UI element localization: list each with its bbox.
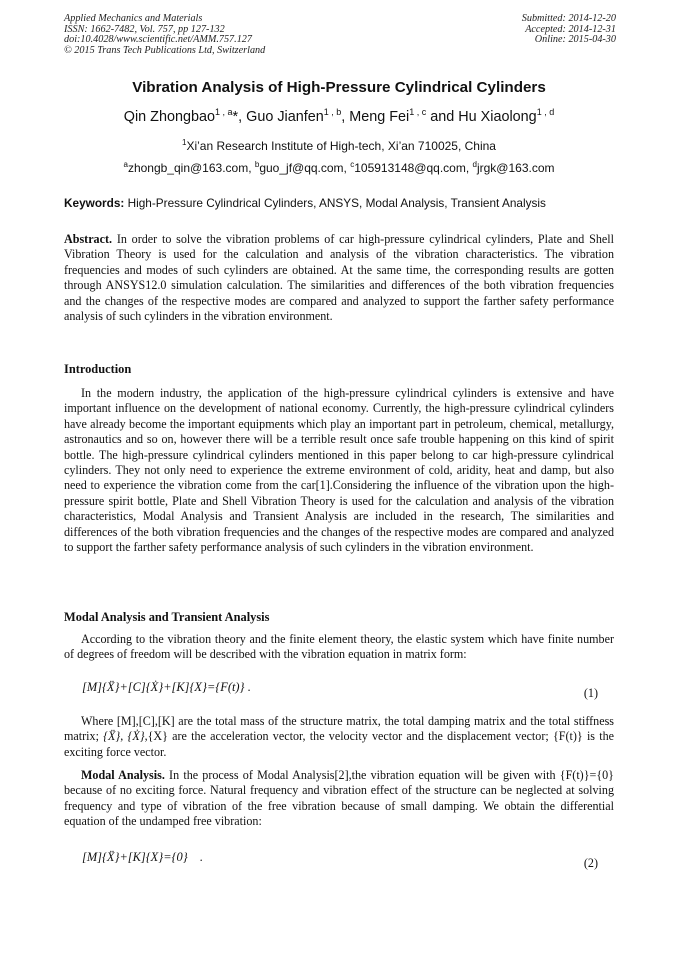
modal-paragraph-2 xyxy=(64,714,614,760)
modal-paragraph-1: According to the vibration theory and the finite element theory, the elastic system which have finite number of degrees of freedom will be described with the vibration equation in matrix form: xyxy=(64,632,614,662)
email-address[interactable]: guo_jf@qq.com, xyxy=(259,161,351,175)
journal-name: Applied Mechanics and Materials xyxy=(64,13,203,24)
email-address[interactable]: 105913148@qq.com, xyxy=(354,161,473,175)
author-separator: , xyxy=(238,109,247,125)
author-affil-mark: 1 , c xyxy=(409,107,427,117)
submission-dates xyxy=(522,14,616,46)
paper-title: Vibration Analysis of High-Pressure Cylindrical Cylinders xyxy=(132,79,546,96)
email-mark: c xyxy=(350,160,355,169)
equation-2 xyxy=(82,850,203,865)
keywords-label: Keywords: xyxy=(64,196,125,210)
author-separator: and xyxy=(426,109,459,125)
symbol-separator: , xyxy=(120,729,128,744)
velocity-vector-symbol: {Ẋ} xyxy=(127,729,145,744)
online-date: Online: 2015-04-30 xyxy=(534,34,616,46)
keywords xyxy=(64,196,614,210)
keywords-text: High-Pressure Cylindrical Cylinders, ANSYS, Modal Analysis, Transient Analysis xyxy=(124,196,546,210)
author-affil-mark: 1 , a xyxy=(215,107,233,117)
author-separator: , xyxy=(341,109,350,125)
modal-paragraph-2-text: Where [M],[C],[K] are the total mass of the structure matrix, the total damping matrix and the total stiffness matrix; xyxy=(64,714,614,744)
abstract-label: Abstract. xyxy=(64,232,113,246)
journal-issn: ISSN: 1662-7482, Vol. 757, pp 127-132 xyxy=(64,23,225,35)
affiliation-text: Xi’an Research Institute of High-tech, Xi’an 710025, China xyxy=(186,139,496,153)
affiliation xyxy=(0,139,678,153)
journal-copyright: © 2015 Trans Tech Publications Ltd, Switzerland xyxy=(64,44,266,56)
email-mark: d xyxy=(472,160,477,169)
affiliation-mark: 1 xyxy=(182,138,187,147)
equation-2-body: [M]{Ẍ}+[K]{X}={0} xyxy=(82,850,188,864)
abstract-text: In order to solve the vibration problems of car high-pressure cylindrical cylinders, Plate and Shell Vibration Theory is used for the calculation and analysis of the vibration characteristics. The vibration frequencies and modes of such cylinders are obtained. At the same time, the corresponding results are gotten through ANSYS12.0 simulation calculation. The similarities and differences of the both vibration frequencies and the changes of the respective modes are compared and analyzed to support the farther safety performance analysis of such cylinders in the vibration environment. xyxy=(64,232,614,324)
modal-paragraph-2-text-end: ,{X} are the acceleration vector, the velocity vector and the displacement vector; {F(t)} is the exciting force vector. xyxy=(64,729,615,759)
modal-analysis-label: Modal Analysis. xyxy=(81,768,165,782)
author-name: Guo Jianfen xyxy=(246,109,324,125)
equation-1 xyxy=(82,680,251,695)
email-address[interactable]: jrgk@163.com xyxy=(476,161,555,175)
introduction-paragraph: In the modern industry, the application of the high-pressure cylindrical cylinders is extensive and have important influence on the development of national economy. Currently, the high-pressure cylindrical cylinders have already become the important equipments which play an important part in petroleum, chemical, metallurgy, astronautics and so on, however there will be a terrible result once safe trouble happening on this kind of spirit bottle. The high-pressure cylindrical cylinders mentioned in this paper belong to car high-pressure cylindrical cylinders. They not only need to experience the extreme environment of cold, aridity, heat and damp, but also need to experience the vibration come from the car[1].Considering the influence of the vibration upon the high-pressure spirit bottle, Plate and Shell Vibration Theory is used for the calculation and analysis of the vibration characteristics, Modal Analysis and Transient Analysis are included in the research, The similarities and differences of the both vibration frequencies and the changes of the respective modes are compared and analyzed to support the farther safety performance analysis of such cylinders in the vibration environment. xyxy=(64,386,614,555)
author-name: Qin Zhongbao xyxy=(123,109,215,125)
journal-doi[interactable]: doi:10.4028/www.scientific.net/AMM.757.127 xyxy=(64,34,252,46)
corresponding-mark: * xyxy=(232,109,239,125)
acceleration-vector-symbol: {Ẍ} xyxy=(103,729,121,744)
abstract xyxy=(64,232,614,324)
journal-info xyxy=(64,14,265,56)
email-mark: a xyxy=(123,160,128,169)
email-list xyxy=(0,161,678,175)
section-heading-modal-transient: Modal Analysis and Transient Analysis xyxy=(64,610,270,624)
equation-1-number: (1) xyxy=(583,686,598,700)
accepted-date: Accepted: 2014-12-31 xyxy=(525,23,616,35)
author-affil-mark: 1 , b xyxy=(323,107,342,117)
section-heading-introduction: Introduction xyxy=(64,362,132,376)
submitted-date: Submitted: 2014-12-20 xyxy=(521,13,616,24)
author-list xyxy=(0,109,678,125)
author-name: Hu Xiaolong xyxy=(458,109,537,125)
equation-2-number: (2) xyxy=(583,856,598,870)
author-name: Meng Fei xyxy=(349,109,410,125)
author-affil-mark: 1 , d xyxy=(536,107,555,117)
equation-1-dot: . xyxy=(247,680,251,694)
equation-1-body: [M]{Ẍ}+[C]{Ẋ}+[K]{X}={F(t)} xyxy=(82,680,245,694)
email-address[interactable]: zhongb_qin@163.com, xyxy=(127,161,255,175)
email-mark: b xyxy=(254,160,260,169)
modal-analysis-paragraph xyxy=(64,768,614,830)
modal-analysis-text: In the process of Modal Analysis[2],the vibration equation will be given with {F(t)}={0} because of no exciting force. Natural frequency and vibration effect of the structure can be neglected at solving frequency and type of vibration of the free vibration because of small damping. We obtain the differential equation of the undamped free vibration: xyxy=(64,768,614,829)
equation-2-dot: . xyxy=(199,850,203,864)
